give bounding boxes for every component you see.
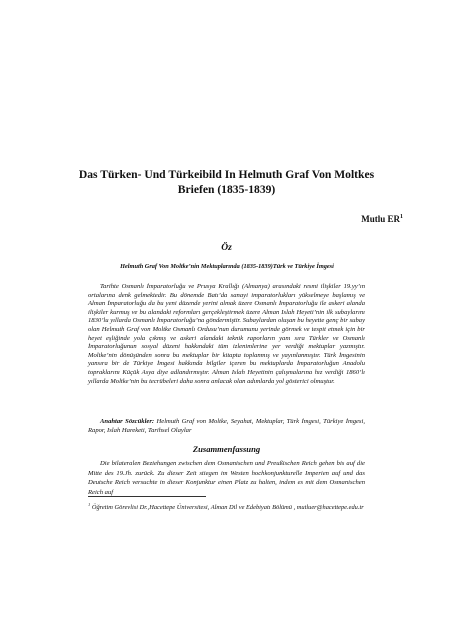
- footnote: [88, 500, 365, 512]
- author-name: [361, 214, 403, 224]
- author-name-text: Mutlu ER: [361, 214, 400, 224]
- keywords-text: Helmuth Graf von Moltke, Seyahat, Mektuplar, Türk İmgesi, Türkiye İmgesi, Rapor, Islah Hareketi, Tarihsel Olaylar: [88, 418, 365, 434]
- footnote-divider: [88, 496, 206, 497]
- abstract-subtitle: Helmuth Graf Von Moltke’nin Mektuplarında (1835-1839)Türk ve Türkiye İmgesi: [120, 263, 334, 270]
- zusammenfassung-body: Die bilateralen Beziehungen zwischen dem Osmanischen und Preußischen Reich gehen bis auf die Mitte des 19.Jh. zurück. Zu dieser Zeit stiegen im Westen hochkonjunkturelle Imperien auf und das Deutsche Reich versuchte in dieser Konjunktur einen Platz zu halten, indem es mit dem Osmanischen Reich auf: [88, 460, 365, 496]
- abstract-heading: Öz: [221, 243, 232, 253]
- footnote-text: Öğretim Görevlisi Dr.,Hacettepe Üniversitesi, Alman Dil ve Edebiyatı Bölümü , mutluer@hacettepe.edu.tr: [90, 504, 364, 512]
- footnote-marker: 1: [88, 502, 91, 507]
- keywords-label: Anahtar Sözcükler:: [100, 418, 155, 425]
- keywords: [88, 418, 365, 435]
- paper-title: Das Türken- Und Türkeibild In Helmuth Graf Von Moltkes Briefen (1835-1839): [78, 168, 375, 196]
- zusammenfassung-heading: Zusammenfassung: [192, 444, 261, 454]
- abstract-body: Tarihte Osmanlı İmparatorluğu ve Prusya Krallığı (Almanya) arasındaki resmi ilişkiler 19.yy’ın ortalarına denk gelmektedir. Bu dönemde Batı’da sanayi imparatorlukları yükselmeye başlamış ve Alman İmparatorluğu da bu yeni düzende yerini almak üzere Osmanlı İmparatorluğu ile askeri alanda ilişkiler kurmuş ve bu alandaki reformları gerçekleştirmek üzere Alman Islah Heyeti’nin ilk subaylarını 1830’lu yıllarda Osmanlı İmparatorluğu’na göndermiştir. Subaylardan oluşan bu heyette genç bir subay olan Helmuth Graf von Moltke Osmanlı Ordusu’nun durumunu yerinde görmek ve tespit etmek için bir heyet eşliğinde yola çıkmış ve askeri alandaki teknik raporların yanı sıra Türkler ve Osmanlı İmparatorluğunun sosyal düzeni hakkındaki tüm izlenimlerine yer verdiği mektuplar yazmıştır. Moltke’nin dönüşünden sonra bu mektuplar bir kitapta toplanmış ve yayınlanmıştır. Türk İmgesinin yansıra bir de Türkiye İmgesi hakkında bilgiler içeren bu mektuplarda İmparatorluğun Anadolu topraklarını Küçük Asya diye adlandırmıştır. Alman Islah Heyetinin çalışmalarına hız verdiği 1860’lı yıllarda Moltke’nin bu tecrübeleri daha sonra anlacak olan adımlarda yol gösterici olmuştur.: [88, 283, 365, 385]
- author-footnote-marker: 1: [400, 214, 403, 220]
